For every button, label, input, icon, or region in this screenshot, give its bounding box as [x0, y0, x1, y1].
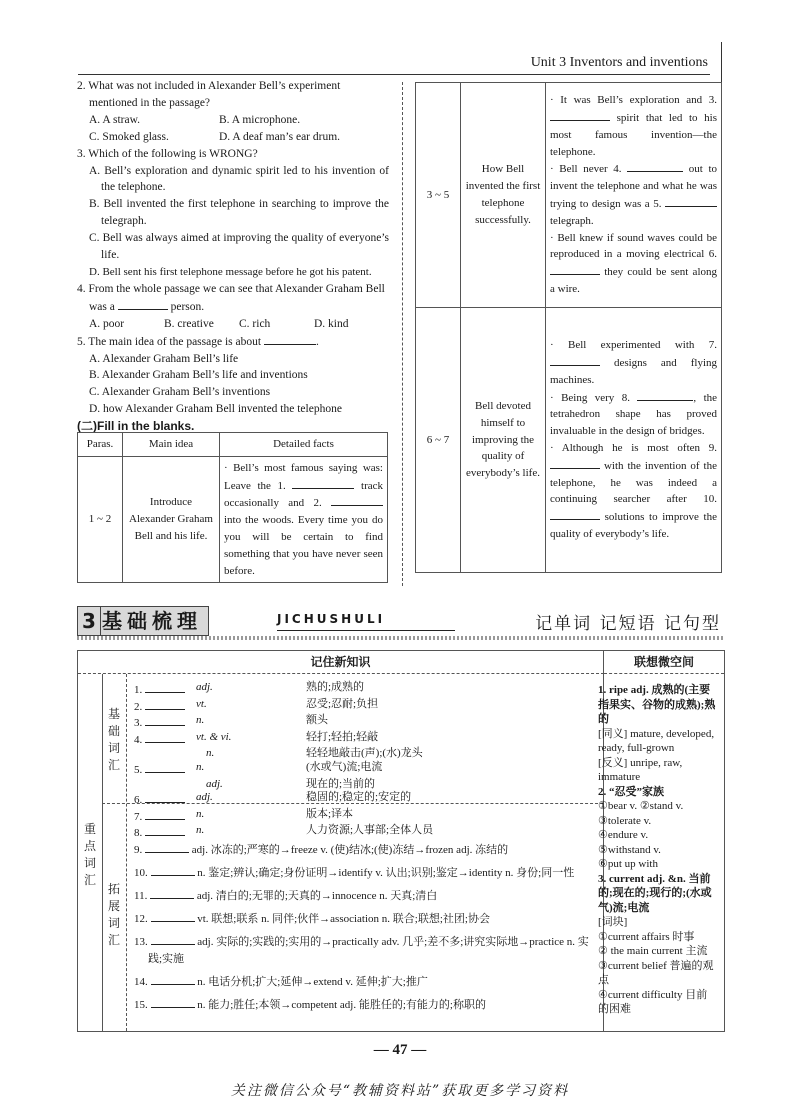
row2-detail-3: · Bell never 4. [550, 163, 622, 176]
assoc-ripe-synonyms: [同义] mature, developed, ready, full-grown [598, 727, 715, 754]
q4-options [77, 316, 389, 333]
blank-10[interactable] [550, 508, 600, 520]
banner-stripes [77, 636, 723, 640]
ext-item: 15. n. 能力;胜任;本领→competent adj. 能胜任的;有能力的;称职的 [134, 996, 594, 1014]
assoc-bear-4: ④endure v. [598, 829, 649, 841]
assoc-bear-6: ⑥put up with [598, 858, 658, 870]
q4-option-d: D. kind [314, 317, 349, 330]
q2-options-row1 [77, 112, 389, 129]
q5-stem-b: . [315, 335, 319, 348]
row1-main-idea: Introduce Alexander Graham Bell and his life. [123, 456, 220, 583]
vocab-blank[interactable] [145, 681, 185, 693]
banner-title: 基础梳理 [102, 609, 202, 633]
banner-underline [277, 630, 455, 631]
q2-option-c: C. Smoked glass. [89, 130, 169, 143]
assoc-ripe: 1. ripe adj. 成熟的(主要指果实、谷物的成熟);熟的 [598, 684, 716, 725]
q2-option-d: D. A deaf man’s ear drum. [219, 130, 341, 143]
q2-stem: 2. What was not included in Alexander Bell’s experiment mentioned in the passage? [77, 80, 341, 109]
row2-detail-4: out to invent the telephone and what he was trying to design was a 5. [550, 163, 718, 210]
questions-area [77, 78, 389, 435]
header-detailed-facts: Detailed facts [220, 433, 388, 457]
ext-item: 14. n. 电话分机;扩大;延伸→extend v. 延伸;扩大;推广 [134, 973, 594, 991]
vocab-blank[interactable] [151, 933, 195, 945]
row3-paras: 6 ~ 7 [416, 308, 461, 573]
row3-details [546, 308, 722, 573]
row2-paras: 3 ~ 5 [416, 83, 461, 308]
row3-detail-5: · Although he is most often 9. [550, 442, 717, 454]
column-divider [402, 82, 403, 586]
row3-detail-2: designs and flying machines. [550, 357, 717, 386]
q3-option-c: C. Bell was always aimed at improving the quality of everyone’s life. [89, 232, 389, 262]
fill-table-right [415, 82, 722, 573]
basic-item: adj. 现在的;当前的 [206, 777, 376, 790]
blank-2[interactable] [331, 494, 383, 506]
q5-option-a: A. Alexander Graham Bell’s life [89, 352, 239, 365]
blank-1[interactable] [292, 477, 354, 489]
footer-note: 关注微信公众号“教辅资料站”获取更多学习资料 [230, 1083, 570, 1099]
blank-5[interactable] [665, 195, 717, 207]
banner-pinyin: JICHUSHULI [277, 612, 386, 626]
q3-stem: 3. Which of the following is WRONG? [77, 147, 258, 160]
basic-item: 5. n. (水或气)流;电流 [134, 760, 383, 776]
q2-options-row2 [77, 129, 389, 146]
row3-detail-6: with the invention of the telephone, he was indeed a continuing searcher after 10. [550, 459, 717, 506]
header-curl-ornament [711, 42, 722, 86]
header-paras: Paras. [78, 433, 123, 457]
ext-item: 12. vt. 联想;联系 n. 同伴;伙伴→association n. 联合;联想;社团;协会 [134, 910, 594, 928]
q2-option-b: B. A microphone. [219, 113, 301, 126]
vocab-box [77, 650, 725, 1032]
assoc-chunk-2: ② the main current 主流 [598, 945, 708, 957]
q4-stem-a: 4. From the whole passage we can see that Alexander Graham Bell was a [77, 282, 385, 313]
vocab-head-right: 联想微空间 [604, 651, 724, 674]
association-panel [598, 683, 718, 1017]
assoc-current: 3. current adj. &n. 当前的;现在的;现行的;(水或气)流;电流 [598, 872, 712, 914]
basic-item: 7. n. 版本;译本 [134, 807, 354, 823]
ext-item: 11. adj. 清白的;无罪的;天真的→innocence n. 天真;清白 [134, 887, 594, 905]
vocab-blank[interactable] [151, 996, 195, 1008]
q5-stem [77, 333, 389, 351]
assoc-ripe-antonyms: [反义] unripe, raw, immature [598, 756, 683, 783]
row2-detail-6: · Bell knew if sound waves could be reproduced in a moving electrical 6. [550, 231, 717, 261]
vocab-blank[interactable] [145, 761, 185, 773]
ext-item: 10. n. 鉴定;辨认;确定;身份证明→identify v. 认出;识别;鉴定→identity n. 身份;同一性 [134, 864, 594, 882]
row3-detail-4: , the tetrahedron shape has proved invaluable in the design of bridges. [550, 391, 718, 438]
vocab-blank[interactable] [145, 808, 185, 820]
assoc-chunk-4: ④current difficulty 目前的困难 [598, 988, 708, 1015]
vocab-blank[interactable] [145, 731, 185, 743]
vocab-blank[interactable] [151, 910, 195, 922]
basic-item: 6. adj. 稳固的;稳定的;安定的 [134, 791, 412, 807]
vocab-head-left: 记住新知识 [78, 651, 604, 674]
header-rule [78, 74, 710, 75]
ext-list [134, 841, 594, 1019]
q3-option-a: A. Bell’s exploration and dynamic spirit led to his invention of the telephone. [89, 164, 389, 194]
q5-option-b: B. Alexander Graham Bell’s life and inventions [89, 369, 308, 382]
fill-table-left [77, 432, 388, 583]
row2-details [546, 83, 722, 308]
ext-item: 13. adj. 实际的;实践的;实用的→practically adv. 几乎;差不多;讲究实际地→practice n. 实践;实施 [134, 933, 594, 968]
banner-mottos: 记单词 记短语 记句型 [535, 614, 721, 634]
page-number: — 47 — [373, 1042, 427, 1058]
label-ext-vocab: 拓展词汇 [107, 882, 120, 947]
basic-item: 3. n. 额头 [134, 714, 328, 730]
assoc-bear-5: ⑤withstand v. [598, 843, 661, 856]
section-banner [77, 606, 723, 636]
assoc-chunk-1: ①current affairs 时事 [598, 930, 695, 943]
q4-stem-b: person. [170, 300, 205, 313]
q4-option-a: A. poor [89, 317, 125, 330]
ext-item: 9. adj. 冰冻的;严寒的→freeze v. (使)结冰;(使)冻结→frozen adj. 冻结的 [134, 841, 594, 859]
q4-option-b: B. creative [164, 317, 214, 330]
basic-item: 4. vt. & vi. 轻打;轻拍;轻敲 [134, 730, 379, 746]
q3-option-d: D. Bell sent his first telephone message before he got his patent. [89, 265, 372, 278]
q4-option-c: C. rich [239, 317, 271, 330]
assoc-bear-family: 2. “忍受”家族 [598, 785, 664, 798]
basic-item: n. 轻轻地敲击(声);(水)龙头 [206, 747, 423, 760]
row2-detail-5: telegraph. [550, 214, 594, 227]
basic-item: 1. adj. 熟的;成熟的 [134, 681, 365, 696]
banner-number: 3 [78, 607, 101, 635]
q5-blank[interactable] [264, 333, 316, 345]
assoc-chunks-label: [词块] [598, 916, 628, 928]
unit-title: Unit 3 Inventors and inventions [530, 55, 708, 70]
vocab-blank[interactable] [145, 824, 185, 836]
row3-main-idea: Bell devoted himself to improving the quality of everybody’s life. [461, 308, 546, 573]
row3-detail-3: · Being very 8. [550, 391, 630, 404]
basic-list [134, 681, 594, 841]
vocab-blank[interactable] [145, 714, 185, 726]
vocab-blank[interactable] [151, 864, 195, 876]
blank-3[interactable] [550, 109, 610, 121]
q4-stem [77, 281, 389, 316]
vocab-blank[interactable] [150, 887, 194, 899]
row3-detail-7: solutions to improve the quality of everybody’s life. [550, 511, 717, 540]
q3-option-b: B. Bell invented the first telephone in searching to improve the telegraph. [89, 198, 389, 228]
blank-7[interactable] [550, 354, 600, 366]
row1-details [220, 456, 388, 583]
row2-detail-2: spirit that led to his most famous invention—the telephone. [550, 112, 717, 158]
row2-detail-7: they could be sent along a wire. [550, 266, 717, 295]
vocab-blank[interactable] [145, 698, 185, 710]
q5-option-d: D. how Alexander Graham Bell invented the telephone [89, 403, 342, 416]
blank-4[interactable] [627, 160, 683, 172]
assoc-chunk-3: ③current belief 普遍的观点 [598, 959, 714, 986]
vocab-blank[interactable] [145, 791, 185, 803]
row1-detail-3: into the woods. Every time you do you will be certain to find something that you have never seen before. [224, 514, 383, 577]
assoc-bear-3: ③tolerate v. [598, 814, 652, 827]
section2-label: Fill in the blanks. [97, 419, 195, 434]
q5-option-c: C. Alexander Graham Bell’s inventions [89, 386, 271, 399]
label-key-vocab: 重点词汇 [83, 822, 96, 887]
basic-item: 8. n. 人力资源;人事部;全体人员 [134, 824, 434, 840]
blank-9[interactable] [550, 457, 600, 469]
header-main-idea: Main idea [123, 433, 220, 457]
q5-stem-a: 5. The main idea of the passage is about [77, 335, 262, 348]
label-basic-vocab: 基础词汇 [107, 707, 120, 772]
row1-detail-1: · Bell’s most famous saying was: Leave the 1. [224, 461, 383, 492]
blank-6[interactable] [550, 263, 600, 275]
row2-detail-1: · It was Bell’s exploration and 3. [550, 94, 717, 107]
q2-option-a: A. A straw. [89, 113, 141, 126]
vocab-blank[interactable] [145, 841, 189, 853]
row1-paras: 1 ~ 2 [78, 456, 123, 583]
row1-detail-2: track occasionally and 2. [224, 479, 384, 510]
row3-detail-1: · Bell experimented with 7. [550, 339, 717, 352]
vocab-blank[interactable] [151, 973, 195, 985]
banner-title-box [77, 606, 209, 636]
unit-header [0, 52, 800, 76]
assoc-bear-1: ①bear v. ②stand v. [598, 800, 684, 812]
blank-8[interactable] [637, 389, 693, 401]
basic-item: 2. vt. 忍受;忍耐;负担 [134, 697, 379, 713]
section2-number: (二) [77, 419, 97, 434]
q4-blank[interactable] [118, 298, 168, 310]
row2-main-idea: How Bell invented the first telephone successfully. [461, 83, 546, 308]
